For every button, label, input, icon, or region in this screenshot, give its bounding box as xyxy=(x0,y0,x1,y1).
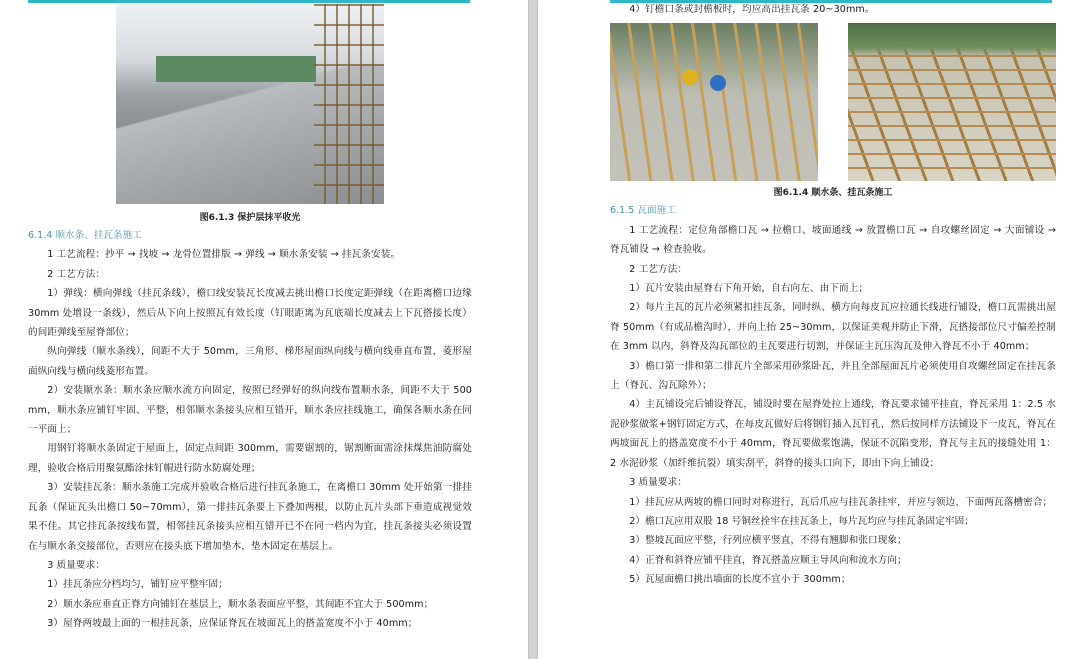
paragraph: 4）钉檐口条或封檐板时，均应高出挂瓦条 20~30mm。 xyxy=(629,4,875,15)
paragraph: 2）每片主瓦的瓦片必须紧扣挂瓦条，同时纵、横方向每皮瓦应拉通长线进行铺设，檐口瓦需挑出屋脊 50mm（有成品檐沟时），并向上抬 25~30mm，以保证美观并防止下滑，瓦搭接部位尺寸偏差控制在 3mm 以内，斜脊及沟瓦部位的主瓦要进行切割，并保证主瓦压沟瓦及伸入脊瓦不小于 40mm； xyxy=(610,302,1056,353)
page-content xyxy=(610,0,1056,590)
paragraph: 1）挂瓦应从两坡的檐口同时对称进行，瓦后爪应与挂瓦条挂牢，并应与领边、下面两瓦落槽密合； xyxy=(629,496,1053,508)
scaffold-graphic xyxy=(314,4,384,204)
paragraph: 2 工艺方法： xyxy=(629,263,688,275)
paragraph: 3）安装挂瓦条：顺水条施工完成并验收合格后进行挂瓦条施工，在离檐口 30mm 处开始第一排挂瓦条（保证瓦头出檐口 50~70mm），第一排挂瓦条要上下叠加两根，以防止瓦片头部下垂造成视觉效果不佳。其它挂瓦条按线布置，相邻挂瓦条接头应相互错开已不在同一档内为宜，挂瓦条接头必须设置在与顺水条交接部位，否则应在接头底下增加垫木，垫木固定在基层上。 xyxy=(28,482,472,552)
paragraph: 3 质量要求： xyxy=(47,559,106,571)
worker-figure xyxy=(682,69,698,85)
tile-batten-grid-photo xyxy=(848,23,1056,181)
paragraph: 2 工艺方法： xyxy=(47,268,106,280)
roof-protective-layer-photo xyxy=(116,4,384,204)
page-content xyxy=(28,0,472,634)
paragraph: 1）瓦片安装由屋脊右下角开始，自右向左、由下而上； xyxy=(629,283,869,295)
paragraph: 4）主瓦铺设完后铺设脊瓦，铺设时要在屋脊处拉上通线，脊瓦要求铺平挂直，脊瓦采用 1：2.5 水泥砂浆做浆+钢钉固定方式，在每皮瓦做好后将钢钉插入瓦钉孔，然后按同样方法铺设下一皮瓦，脊瓦在两坡面瓦上的搭盖宽度不小于 40mm，脊瓦要做浆饱满，保证不沉陷变形，脊瓦与主瓦的接缝处用 1：2 水泥砂浆（加纤维抗裂）填实刮平，斜脊的接头口向下，即由下向上铺设； xyxy=(610,399,1056,469)
paragraph: 3 质量要求： xyxy=(629,477,688,489)
trees-background xyxy=(848,23,1056,57)
paragraph: 1）挂瓦条应分档均匀，铺钉应平整牢固； xyxy=(47,579,228,591)
section-heading: 6.1.4 顺水条、挂瓦条施工 xyxy=(28,230,142,241)
paragraph: 1）弹线：横向弹线（挂瓦条线），檐口线安装瓦长度减去挑出檐口长度定距弹线（在距离檐口边缘 30mm 处增设一条线），然后从下向上按照瓦有效长度（钉眼距离为瓦底端长度减去上下瓦搭接长度）的间距弹线至屋脊部位； xyxy=(28,288,472,339)
paragraph: 1 工艺流程：抄平 → 找坡 → 龙骨位置排版 → 弹线 → 顺水条安装 → 挂瓦条安装。 xyxy=(47,249,401,261)
paragraph: 3）整坡瓦面应平整，行列应横平竖直，不得有翘脚和张口现象； xyxy=(629,535,907,547)
paragraph: 用钢钉将顺水条固定于屋面上，固定点间距 300mm，需要锯割的，锯割断面需涂抹煤焦油防腐处理，验收合格后用聚氨酯涂抹钉帽进行防水防腐处理； xyxy=(28,443,472,474)
paragraph: 2）顺水条应垂直正脊方向铺钉在基层上，顺水条表面应平整，其间距不宜大于 500mm； xyxy=(47,598,434,610)
document-page-right xyxy=(538,0,1080,659)
paragraph: 2）安装顺水条：顺水条应顺水流方向固定，按照已经弹好的纵向线布置顺水条，间距不大于 500mm，顺水条应铺钉牢固、平整，相邻顺水条接头应相互错开，顺水条应挂线施工，确保各顺水条在同一平面上； xyxy=(28,385,472,436)
paragraph: 1 工艺流程：定位角部檐口瓦 → 拉檐口、坡面通线 → 放置檐口瓦 → 自攻螺丝固定 → 大面铺设 → 脊瓦铺设 → 检查验收。 xyxy=(610,224,1056,256)
worker-figure xyxy=(710,75,726,91)
paragraph: 纵向弹线（顺水条线），间距不大于 50mm，三角形、梯形屋面纵向线与横向线垂直布置，菱形屋面纵向线与横向线菱形布置。 xyxy=(28,346,472,377)
paragraph: 4）正脊和斜脊应铺平挂直，脊瓦搭盖应顺主导风向和流水方向； xyxy=(629,554,907,566)
batten-installation-photo xyxy=(610,23,818,181)
section-heading: 6.1.5 瓦面施工 xyxy=(610,205,676,217)
document-page-left xyxy=(0,0,528,659)
figure-caption: 图6.1.4 顺水条、挂瓦条施工 xyxy=(773,188,893,199)
paragraph: 3）屋脊两坡最上面的一根挂瓦条，应保证脊瓦在坡面瓦上的搭盖宽度不小于 40mm； xyxy=(47,618,418,630)
figure-photos xyxy=(610,23,1056,181)
paragraph: 2）檐口瓦应用双股 18 号铜丝拴牢在挂瓦条上，每片瓦均应与挂瓦条固定牢固； xyxy=(629,515,974,527)
paragraph: 5）瓦屋面檐口挑出墙面的长度不宜小于 300mm； xyxy=(629,574,851,586)
figure-caption: 图6.1.3 保护层抹平收光 xyxy=(199,213,301,223)
paragraph: 3）檐口第一排和第二排瓦片全部采用砂浆卧瓦，并且全部屋面瓦片必须使用自攻螺丝固定在挂瓦条上（脊瓦、沟瓦除外）； xyxy=(610,360,1056,392)
